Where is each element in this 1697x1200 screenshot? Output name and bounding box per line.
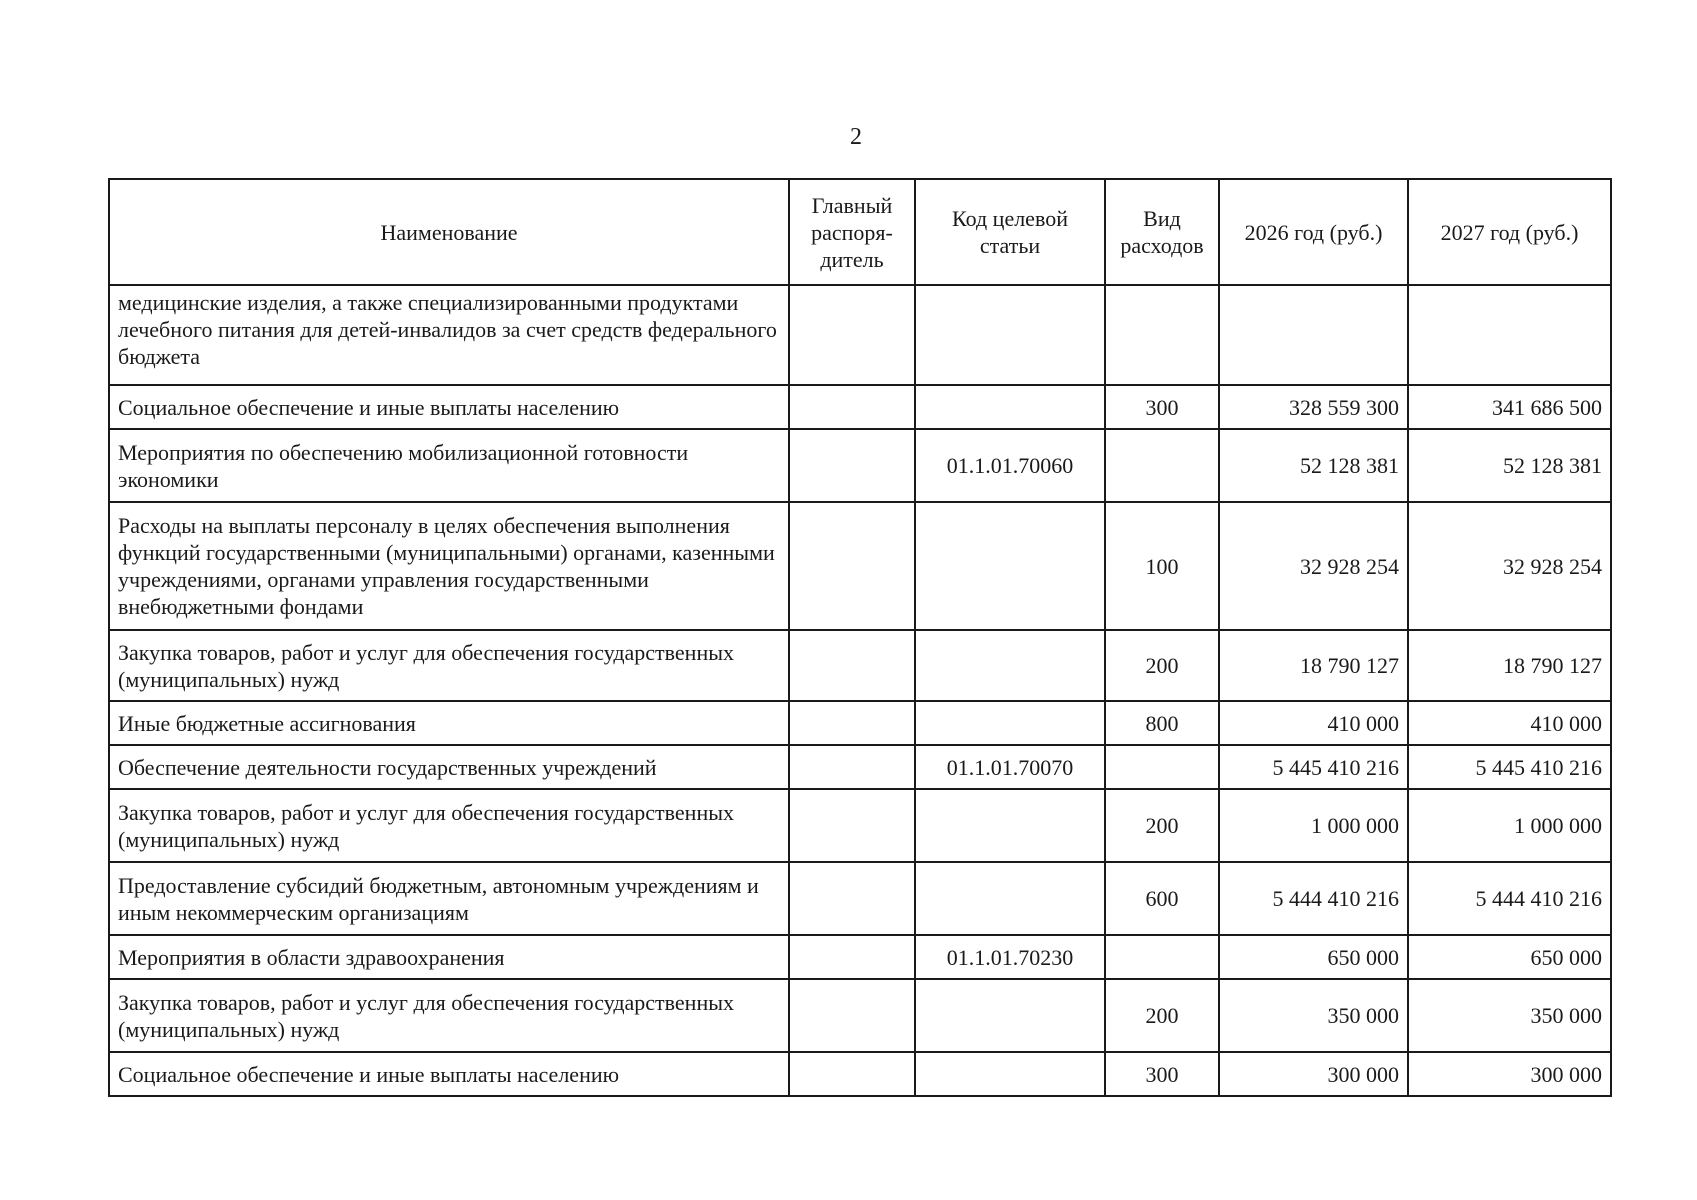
- row-2026-cell: 350 000: [1219, 979, 1408, 1052]
- row-name-cell: Иные бюджетные ассигнования: [109, 701, 789, 745]
- row-kind-cell: 300: [1105, 385, 1219, 429]
- row-code-cell: 01.1.01.70070: [915, 745, 1105, 789]
- row-code-cell: 01.1.01.70230: [915, 935, 1105, 979]
- table-row: [109, 502, 1611, 630]
- row-name-cell: Закупка товаров, работ и услуг для обеспечения государственных (муниципальных) нужд: [109, 630, 789, 701]
- row-name-cell: Мероприятия в области здравоохранения: [109, 935, 789, 979]
- row-code-cell: 01.1.01.70060: [915, 429, 1105, 502]
- row-name-cell: Предоставление субсидий бюджетным, автономным учреждениям и иным некоммерческим организациям: [109, 862, 789, 935]
- row-name-cell: Мероприятия по обеспечению мобилизационной готовности экономики: [109, 429, 789, 502]
- row-chief-cell: [789, 701, 915, 745]
- header-2027: 2027 год (руб.): [1408, 179, 1611, 285]
- row-2026-cell: 18 790 127: [1219, 630, 1408, 701]
- row-2026-cell: 650 000: [1219, 935, 1408, 979]
- header-name: Наименование: [109, 179, 789, 285]
- row-kind-cell: 600: [1105, 862, 1219, 935]
- row-2027-cell: 5 444 410 216: [1408, 862, 1611, 935]
- row-2026-cell: 1 000 000: [1219, 789, 1408, 862]
- row-kind-cell: 800: [1105, 701, 1219, 745]
- row-2026-cell: 328 559 300: [1219, 385, 1408, 429]
- row-chief-cell: [789, 285, 915, 385]
- row-kind-cell: [1105, 429, 1219, 502]
- page-number: 2: [850, 124, 862, 150]
- table-row: [109, 429, 1611, 502]
- budget-table: [108, 178, 1612, 1097]
- row-code-cell: [915, 285, 1105, 385]
- row-kind-cell: [1105, 745, 1219, 789]
- row-chief-cell: [789, 745, 915, 789]
- row-2027-cell: 52 128 381: [1408, 429, 1611, 502]
- row-2027-cell: 1 000 000: [1408, 789, 1611, 862]
- row-chief-cell: [789, 789, 915, 862]
- header-2026: 2026 год (руб.): [1219, 179, 1408, 285]
- row-kind-cell: 200: [1105, 630, 1219, 701]
- row-name-cell: Обеспечение деятельности государственных учреждений: [109, 745, 789, 789]
- row-name-cell: Расходы на выплаты персоналу в целях обеспечения выполнения функций государственными (муниципальными) органами, казенными учреждениями, органами управления государственными внебюджетными фондами: [109, 502, 789, 630]
- row-code-cell: [915, 385, 1105, 429]
- row-chief-cell: [789, 630, 915, 701]
- table-row: [109, 285, 1611, 385]
- row-kind-cell: [1105, 285, 1219, 385]
- row-code-cell: [915, 979, 1105, 1052]
- row-2026-cell: 32 928 254: [1219, 502, 1408, 630]
- row-2027-cell: [1408, 285, 1611, 385]
- row-name-cell: медицинские изделия, а также специализированными продуктами лечебного питания для детей-инвалидов за счет средств федерального бюджета: [109, 285, 789, 385]
- row-code-cell: [915, 862, 1105, 935]
- row-code-cell: [915, 1052, 1105, 1096]
- row-kind-cell: 300: [1105, 1052, 1219, 1096]
- row-chief-cell: [789, 385, 915, 429]
- row-2026-cell: 52 128 381: [1219, 429, 1408, 502]
- table-row: [109, 745, 1611, 789]
- header-code: Код целевой статьи: [915, 179, 1105, 285]
- row-chief-cell: [789, 429, 915, 502]
- row-name-cell: Закупка товаров, работ и услуг для обеспечения государственных (муниципальных) нужд: [109, 979, 789, 1052]
- row-kind-cell: 100: [1105, 502, 1219, 630]
- row-2026-cell: 410 000: [1219, 701, 1408, 745]
- row-2027-cell: 341 686 500: [1408, 385, 1611, 429]
- row-name-cell: Социальное обеспечение и иные выплаты населению: [109, 385, 789, 429]
- table-row: [109, 862, 1611, 935]
- row-kind-cell: 200: [1105, 979, 1219, 1052]
- table-row: [109, 1052, 1611, 1096]
- table-row: [109, 385, 1611, 429]
- header-kind: Вид расходов: [1105, 179, 1219, 285]
- row-2027-cell: 18 790 127: [1408, 630, 1611, 701]
- row-name-cell: Социальное обеспечение и иные выплаты населению: [109, 1052, 789, 1096]
- row-name-cell: Закупка товаров, работ и услуг для обеспечения государственных (муниципальных) нужд: [109, 789, 789, 862]
- row-chief-cell: [789, 502, 915, 630]
- row-2026-cell: 5 444 410 216: [1219, 862, 1408, 935]
- row-code-cell: [915, 502, 1105, 630]
- table-row: [109, 979, 1611, 1052]
- table-row: [109, 701, 1611, 745]
- row-2027-cell: 350 000: [1408, 979, 1611, 1052]
- row-2026-cell: 5 445 410 216: [1219, 745, 1408, 789]
- row-code-cell: [915, 630, 1105, 701]
- row-2026-cell: 300 000: [1219, 1052, 1408, 1096]
- row-code-cell: [915, 789, 1105, 862]
- row-kind-cell: [1105, 935, 1219, 979]
- row-chief-cell: [789, 862, 915, 935]
- row-2027-cell: 650 000: [1408, 935, 1611, 979]
- row-chief-cell: [789, 1052, 915, 1096]
- table-row: [109, 630, 1611, 701]
- row-2026-cell: [1219, 285, 1408, 385]
- table-row: [109, 935, 1611, 979]
- row-kind-cell: 200: [1105, 789, 1219, 862]
- row-chief-cell: [789, 979, 915, 1052]
- row-2027-cell: 410 000: [1408, 701, 1611, 745]
- row-2027-cell: 32 928 254: [1408, 502, 1611, 630]
- table-header-row: [109, 179, 1611, 285]
- row-code-cell: [915, 701, 1105, 745]
- row-2027-cell: 5 445 410 216: [1408, 745, 1611, 789]
- row-2027-cell: 300 000: [1408, 1052, 1611, 1096]
- table-row: [109, 789, 1611, 862]
- header-chief: Главный распоря-дитель: [789, 179, 915, 285]
- row-chief-cell: [789, 935, 915, 979]
